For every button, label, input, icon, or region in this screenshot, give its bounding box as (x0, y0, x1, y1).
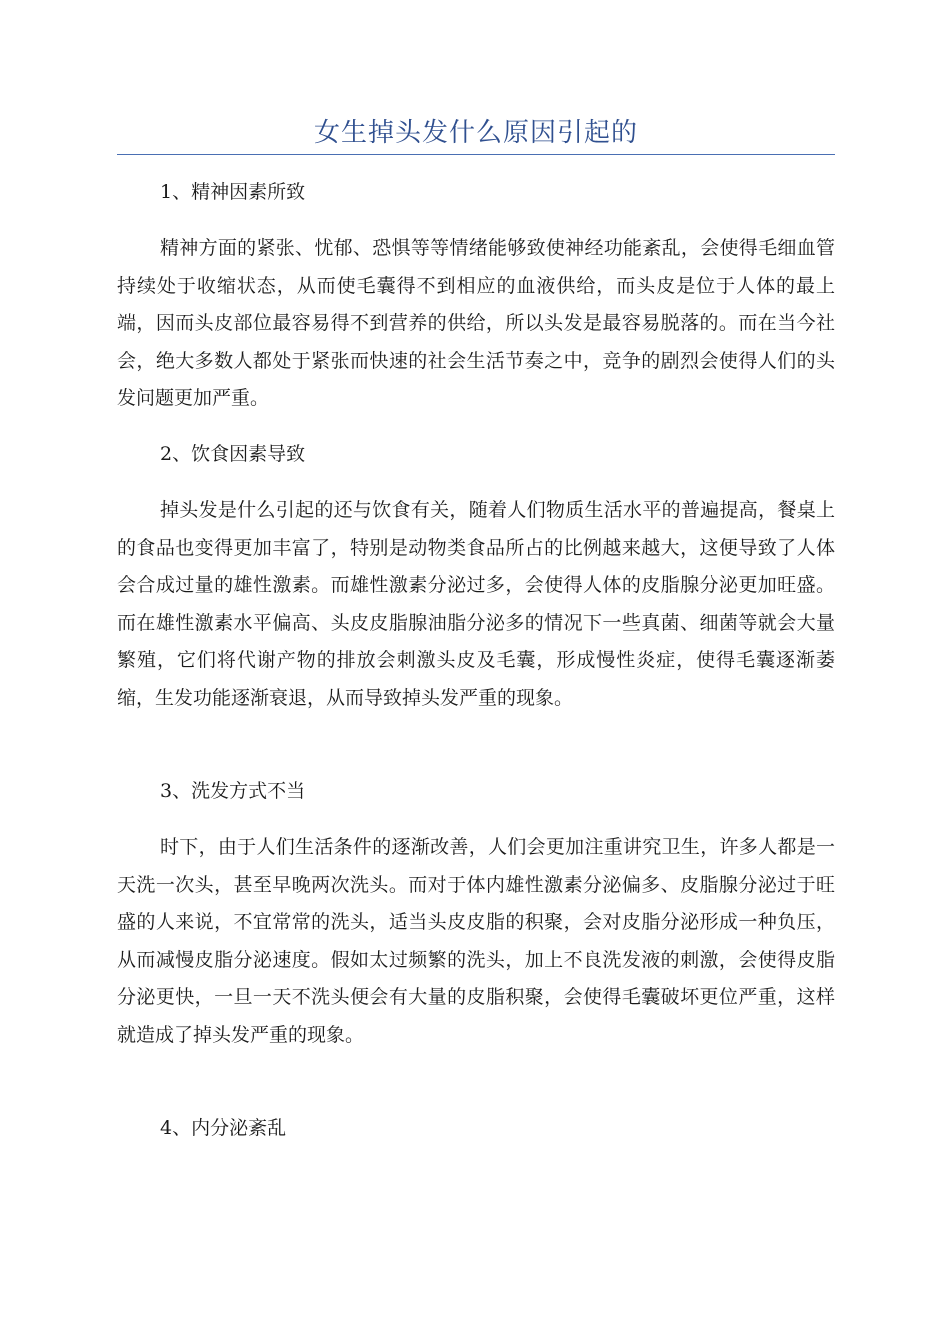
document-page (117, 0, 835, 1139)
section-paragraph-3: 时下，由于人们生活条件的逐渐改善，人们会更加注重讲究卫生，许多人都是一天洗一次头，甚至早晚两次洗头。而对于体内雄性激素分泌偏多、皮脂腺分泌过于旺盛的人来说，不宜常常的洗头，适当头皮皮脂的积聚，会对皮脂分泌形成一种负压，从而减慢皮脂分泌速度。假如太过频繁的洗头，加上不良洗发液的刺激，会使得皮脂分泌更快，一旦一天不洗头便会有大量的皮脂积聚，会使得毛囊破坏更位严重，这样就造成了掉头发严重的现象。 (117, 836, 835, 1046)
section-heading-2: 2、饮食因素导致 (160, 443, 306, 465)
section-paragraph-2: 掉头发是什么引起的还与饮食有关，随着人们物质生活水平的普遍提高，餐桌上的食品也变得更加丰富了，特别是动物类食品所占的比例越来越大，这便导致了人体会合成过量的雄性激素。而雄性激素分泌过多，会使得人体的皮脂腺分泌更加旺盛。而在雄性激素水平偏高、头皮皮脂腺油脂分泌多的情况下一些真菌、细菌等就会大量繁殖，它们将代谢产物的排放会刺激头皮及毛囊，形成慢性炎症，使得毛囊逐渐萎缩，生发功能逐渐衰退，从而导致掉头发严重的现象。 (117, 499, 835, 709)
section-heading-3: 3、洗发方式不当 (160, 780, 306, 802)
document-title: 女生掉头发什么原因引起的 (313, 118, 638, 148)
section-heading-1: 1、精神因素所致 (160, 181, 306, 203)
section-paragraph-1: 精神方面的紧张、忧郁、恐惧等等情绪能够致使神经功能紊乱，会使得毛细血管持续处于收缩状态，从而使毛囊得不到相应的血液供给，而头皮是位于人体的最上端，因而头皮部位最容易得不到营养的供给，所以头发是最容易脱落的。而在当今社会，绝大多数人都处于紧张而快速的社会生活节奏之中，竞争的剧烈会使得人们的头发问题更加严重。 (117, 237, 835, 409)
title-underline (117, 154, 835, 155)
section-heading-4: 4、内分泌紊乱 (160, 1117, 287, 1139)
